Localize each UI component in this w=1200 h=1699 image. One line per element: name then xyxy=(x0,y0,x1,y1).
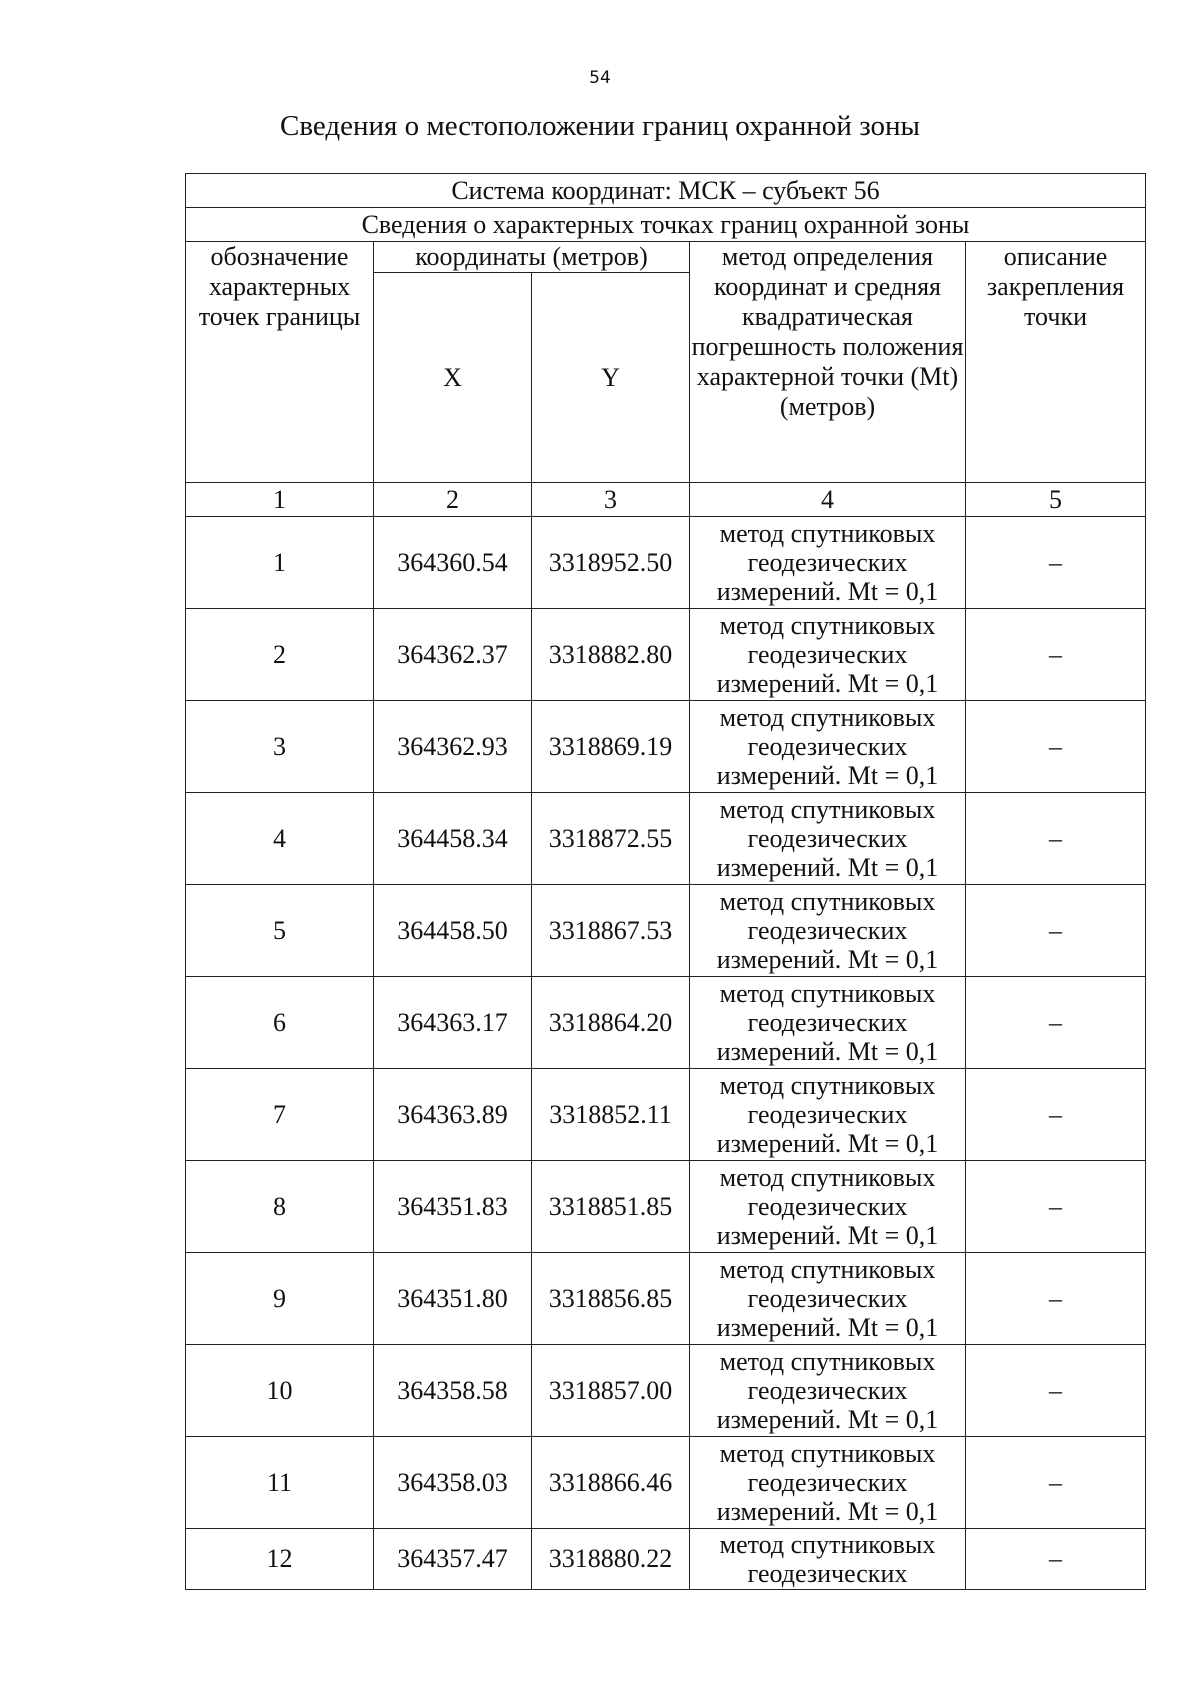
point-cell: 2 xyxy=(186,609,374,701)
method-cell: метод спутниковых геодезических измерений. Mt = 0,1 xyxy=(690,701,966,793)
description-cell: – xyxy=(966,1345,1146,1437)
table-row xyxy=(186,1345,1146,1437)
point-cell: 11 xyxy=(186,1437,374,1529)
table-row xyxy=(186,517,1146,609)
table-row xyxy=(186,1161,1146,1253)
description-cell: – xyxy=(966,977,1146,1069)
y-coordinate-cell: 3318867.53 xyxy=(532,885,690,977)
y-coordinate-cell: 3318856.85 xyxy=(532,1253,690,1345)
method-cell: метод спутниковых геодезических измерений. Mt = 0,1 xyxy=(690,793,966,885)
document-title: Сведения о местоположении границ охранной зоны xyxy=(279,110,920,142)
y-coordinate-cell: 3318857.00 xyxy=(532,1345,690,1437)
point-cell: 9 xyxy=(186,1253,374,1345)
designation-header: обозначение характерных точек границы xyxy=(186,242,374,483)
coordinate-system-label: Система координат: МСК – субъект 56 xyxy=(186,174,1146,208)
method-cell: метод спутниковых геодезических измерений. Mt = 0,1 xyxy=(690,1437,966,1529)
coordinates-header: координаты (метров) xyxy=(374,242,690,273)
point-cell: 8 xyxy=(186,1161,374,1253)
description-cell: – xyxy=(966,1069,1146,1161)
y-coordinate-cell: 3318880.22 xyxy=(532,1529,690,1590)
method-cell: метод спутниковых геодезических измерений. Mt = 0,1 xyxy=(690,977,966,1069)
method-cell: метод спутниковых геодезических измерений. Mt = 0,1 xyxy=(690,1161,966,1253)
column-number: 5 xyxy=(966,483,1146,517)
table-row xyxy=(186,1069,1146,1161)
method-cell: метод спутниковых геодезических xyxy=(690,1529,966,1590)
y-coordinate-cell: 3318882.80 xyxy=(532,609,690,701)
table-row xyxy=(186,1437,1146,1529)
x-coordinate-cell: 364363.89 xyxy=(374,1069,532,1161)
y-coordinate-cell: 3318869.19 xyxy=(532,701,690,793)
point-cell: 6 xyxy=(186,977,374,1069)
y-coordinate-cell: 3318864.20 xyxy=(532,977,690,1069)
y-coordinate-cell: 3318866.46 xyxy=(532,1437,690,1529)
x-coordinate-cell: 364458.34 xyxy=(374,793,532,885)
description-cell: – xyxy=(966,609,1146,701)
description-cell: – xyxy=(966,1253,1146,1345)
description-cell: – xyxy=(966,1161,1146,1253)
point-cell: 12 xyxy=(186,1529,374,1590)
point-cell: 4 xyxy=(186,793,374,885)
table-row xyxy=(186,609,1146,701)
method-cell: метод спутниковых геодезических измерений. Mt = 0,1 xyxy=(690,1345,966,1437)
column-number: 4 xyxy=(690,483,966,517)
x-header: X xyxy=(374,273,532,483)
y-coordinate-cell: 3318872.55 xyxy=(532,793,690,885)
x-coordinate-cell: 364358.03 xyxy=(374,1437,532,1529)
x-coordinate-cell: 364358.58 xyxy=(374,1345,532,1437)
description-cell: – xyxy=(966,1437,1146,1529)
column-number-row xyxy=(186,483,1146,517)
boundary-points-table xyxy=(185,173,1146,1590)
point-cell: 10 xyxy=(186,1345,374,1437)
method-cell: метод спутниковых геодезических измерений. Mt = 0,1 xyxy=(690,1069,966,1161)
point-cell: 3 xyxy=(186,701,374,793)
method-cell: метод спутниковых геодезических измерений. Mt = 0,1 xyxy=(690,885,966,977)
y-coordinate-cell: 3318952.50 xyxy=(532,517,690,609)
description-cell: – xyxy=(966,1529,1146,1590)
table-row xyxy=(186,793,1146,885)
x-coordinate-cell: 364351.83 xyxy=(374,1161,532,1253)
table-row xyxy=(186,977,1146,1069)
x-coordinate-cell: 364351.80 xyxy=(374,1253,532,1345)
description-cell: – xyxy=(966,885,1146,977)
table-row xyxy=(186,1253,1146,1345)
column-number: 1 xyxy=(186,483,374,517)
x-coordinate-cell: 364362.93 xyxy=(374,701,532,793)
table-row xyxy=(186,885,1146,977)
y-coordinate-cell: 3318851.85 xyxy=(532,1161,690,1253)
method-cell: метод спутниковых геодезических измерений. Mt = 0,1 xyxy=(690,609,966,701)
column-number: 3 xyxy=(532,483,690,517)
y-header: Y xyxy=(532,273,690,483)
y-coordinate-cell: 3318852.11 xyxy=(532,1069,690,1161)
points-section-label: Сведения о характерных точках границ охранной зоны xyxy=(186,208,1146,242)
point-cell: 5 xyxy=(186,885,374,977)
page-number: 54 xyxy=(589,68,611,88)
point-cell: 7 xyxy=(186,1069,374,1161)
table-row xyxy=(186,701,1146,793)
method-cell: метод спутниковых геодезических измерений. Mt = 0,1 xyxy=(690,1253,966,1345)
description-cell: – xyxy=(966,793,1146,885)
x-coordinate-cell: 364363.17 xyxy=(374,977,532,1069)
column-number: 2 xyxy=(374,483,532,517)
description-cell: – xyxy=(966,517,1146,609)
method-header: метод определения координат и средняя квадратическая погрешность положения характерной точки (Mt) (метров) xyxy=(690,242,966,483)
x-coordinate-cell: 364458.50 xyxy=(374,885,532,977)
x-coordinate-cell: 364362.37 xyxy=(374,609,532,701)
description-cell: – xyxy=(966,701,1146,793)
table-row xyxy=(186,1529,1146,1590)
point-cell: 1 xyxy=(186,517,374,609)
x-coordinate-cell: 364360.54 xyxy=(374,517,532,609)
description-header: описание закрепления точки xyxy=(966,242,1146,483)
method-cell: метод спутниковых геодезических измерений. Mt = 0,1 xyxy=(690,517,966,609)
x-coordinate-cell: 364357.47 xyxy=(374,1529,532,1590)
